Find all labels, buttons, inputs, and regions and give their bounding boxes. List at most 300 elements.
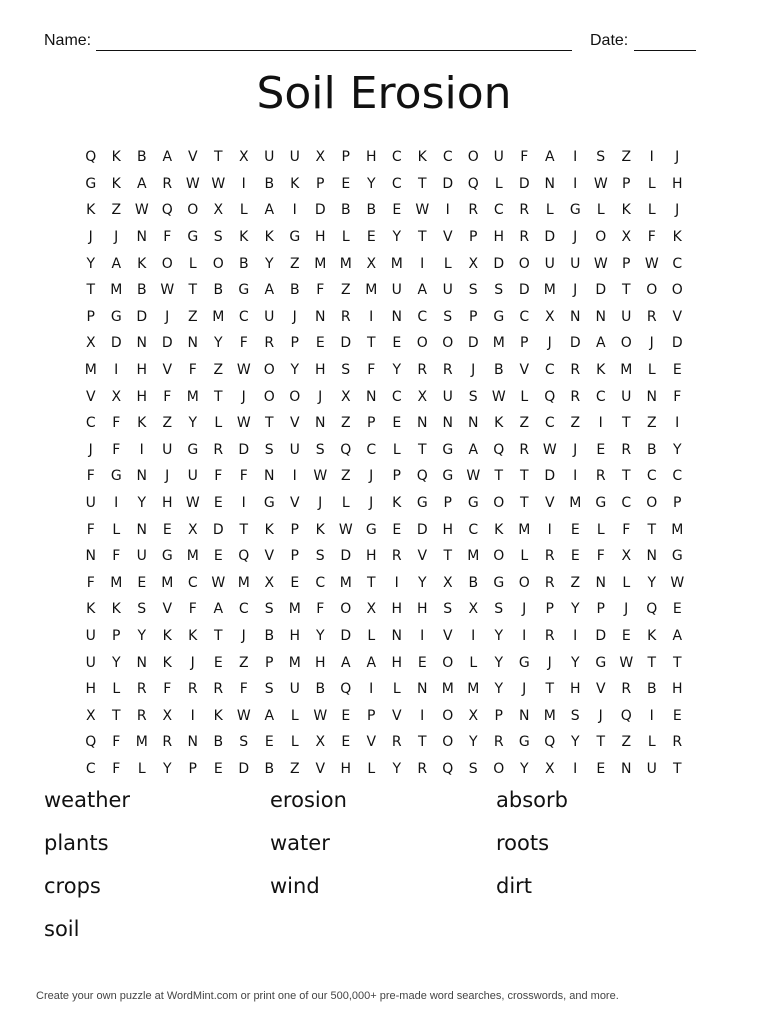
grid-cell: P [520, 335, 529, 352]
grid-cell: I [241, 495, 246, 512]
grid-cell: O [442, 707, 454, 724]
grid-cell: J [522, 681, 527, 698]
grid-cell: S [443, 601, 453, 618]
grid-cell: D [340, 548, 352, 565]
grid-cell: P [469, 308, 478, 325]
grid-cell: K [111, 149, 121, 166]
grid-cell: N [187, 734, 198, 751]
grid-cell: S [264, 681, 274, 698]
grid-cell: O [340, 601, 352, 618]
grid-cell: N [442, 415, 453, 432]
grid-cell: I [573, 468, 578, 485]
grid-row [78, 676, 690, 703]
grid-cell: S [264, 441, 274, 458]
grid-cell: U [85, 495, 96, 512]
grid-cell: I [292, 468, 297, 485]
grid-cell: G [671, 548, 683, 565]
grid-cell: M [620, 362, 633, 379]
grid-cell: J [624, 601, 629, 618]
grid-cell: I [241, 175, 246, 192]
grid-cell: F [520, 149, 529, 166]
grid-cell: C [468, 521, 479, 538]
grid-row [78, 250, 690, 277]
grid-cell: R [646, 308, 657, 325]
grid-cell: L [112, 521, 121, 538]
grid-cell: D [314, 202, 326, 219]
grid-cell: V [187, 149, 198, 166]
grid-cell: S [596, 149, 606, 166]
grid-cell: U [85, 627, 96, 644]
grid-cell: S [468, 282, 478, 299]
grid-cell: E [596, 441, 606, 458]
grid-cell: K [392, 495, 402, 512]
grid-cell: L [469, 654, 478, 671]
grid-cell: J [369, 495, 374, 512]
grid-cell: S [315, 441, 325, 458]
grid-cell: C [493, 202, 504, 219]
grid-cell: V [391, 707, 402, 724]
grid-cell: G [518, 654, 530, 671]
grid-cell: G [110, 468, 122, 485]
grid-cell: P [316, 175, 325, 192]
grid-cell: C [544, 415, 555, 432]
grid-cell: H [314, 229, 326, 246]
grid-cell: M [492, 335, 505, 352]
grid-cell: F [239, 335, 248, 352]
grid-cell: Y [86, 255, 96, 272]
grid-cell: J [88, 441, 93, 458]
grid-cell: L [596, 521, 605, 538]
grid-cell: N [136, 229, 147, 246]
grid-row [78, 596, 690, 623]
grid-cell: F [163, 681, 172, 698]
grid-cell: K [417, 149, 427, 166]
grid-cell: B [136, 149, 147, 166]
grid-cell: E [392, 521, 402, 538]
grid-row [78, 277, 690, 304]
grid-cell: P [86, 308, 95, 325]
grid-cell: J [675, 202, 680, 219]
grid-cell: F [163, 388, 172, 405]
grid-cell: G [518, 734, 530, 751]
grid-cell: Z [621, 149, 632, 166]
grid-cell: A [417, 282, 428, 299]
grid-row [78, 357, 690, 384]
grid-cell: E [392, 335, 402, 352]
grid-cell: R [417, 362, 428, 379]
grid-cell: Z [111, 202, 122, 219]
word-list-item: crops [44, 874, 101, 898]
grid-cell: P [188, 760, 197, 777]
grid-cell: W [185, 175, 200, 192]
grid-cell: T [494, 468, 504, 485]
grid-cell: C [519, 308, 530, 325]
grid-cell: P [290, 335, 299, 352]
grid-cell: K [86, 202, 96, 219]
grid-cell: F [596, 548, 605, 565]
grid-cell: T [188, 282, 198, 299]
grid-cell: B [136, 282, 147, 299]
grid-cell: F [214, 468, 223, 485]
grid-cell: U [264, 149, 275, 166]
grid-cell: I [114, 495, 119, 512]
grid-cell: X [315, 149, 326, 166]
grid-cell: Y [417, 574, 427, 591]
grid-cell: W [160, 282, 175, 299]
grid-row [78, 756, 690, 783]
grid-cell: I [573, 760, 578, 777]
grid-cell: O [646, 495, 658, 512]
grid-cell: B [340, 202, 351, 219]
grid-cell: F [673, 388, 682, 405]
grid-cell: H [136, 362, 148, 379]
grid-cell: M [518, 521, 531, 538]
grid-cell: N [136, 521, 147, 538]
grid-cell: O [289, 388, 301, 405]
grid-cell: S [494, 601, 504, 618]
grid-cell: H [85, 681, 97, 698]
grid-cell: L [494, 175, 503, 192]
grid-cell: C [672, 255, 683, 272]
grid-cell: I [675, 415, 680, 432]
grid-cell: A [213, 601, 224, 618]
grid-cell: T [417, 175, 427, 192]
grid-cell: N [85, 548, 96, 565]
grid-cell: U [442, 282, 453, 299]
grid-cell: O [467, 149, 479, 166]
grid-cell: I [649, 149, 654, 166]
grid-cell: N [595, 574, 606, 591]
grid-cell: E [672, 362, 682, 379]
grid-cell: Z [187, 308, 198, 325]
grid-cell: Z [238, 654, 249, 671]
grid-cell: U [621, 308, 632, 325]
grid-cell: G [161, 548, 173, 565]
grid-cell: B [289, 282, 300, 299]
grid-cell: N [621, 760, 632, 777]
grid-cell: H [391, 654, 403, 671]
grid-cell: Z [162, 415, 173, 432]
grid-cell: J [190, 654, 195, 671]
grid-cell: B [264, 175, 275, 192]
grid-cell: D [595, 627, 607, 644]
grid-cell: T [647, 521, 657, 538]
grid-cell: Y [570, 601, 580, 618]
grid-cell: R [519, 441, 530, 458]
grid-cell: Y [111, 654, 121, 671]
grid-cell: G [595, 495, 607, 512]
grid-cell: R [672, 734, 683, 751]
grid-cell: F [112, 734, 121, 751]
grid-cell: J [598, 707, 603, 724]
grid-cell: E [596, 760, 606, 777]
grid-cell: X [544, 308, 555, 325]
grid-cell: P [290, 548, 299, 565]
grid-cell: Y [366, 175, 376, 192]
grid-cell: Y [213, 335, 223, 352]
grid-cell: O [442, 654, 454, 671]
letter-grid [78, 144, 690, 782]
grid-cell: Y [494, 627, 504, 644]
grid-cell: L [112, 681, 121, 698]
grid-cell: L [647, 202, 656, 219]
grid-cell: Y [647, 574, 657, 591]
grid-cell: X [468, 601, 479, 618]
grid-cell: F [112, 548, 121, 565]
grid-cell: T [519, 468, 529, 485]
grid-cell: P [494, 707, 503, 724]
grid-cell: E [621, 627, 631, 644]
grid-cell: Q [620, 707, 632, 724]
grid-cell: I [573, 175, 578, 192]
grid-cell: X [111, 388, 122, 405]
footer-text: Create your own puzzle at WordMint.com or print one of our 500,000+ pre-made word searches, crosswords, and more. [36, 990, 619, 1002]
grid-cell: Z [340, 468, 351, 485]
grid-cell: D [569, 335, 581, 352]
grid-cell: L [137, 760, 146, 777]
grid-cell: X [264, 574, 275, 591]
grid-cell: M [314, 255, 327, 272]
grid-cell: P [341, 149, 350, 166]
grid-cell: W [313, 707, 328, 724]
grid-cell: Q [85, 734, 97, 751]
grid-cell: A [340, 654, 351, 671]
grid-cell: T [672, 760, 682, 777]
grid-cell: R [544, 548, 555, 565]
grid-cell: B [468, 574, 479, 591]
grid-cell: V [595, 681, 606, 698]
grid-cell: A [111, 255, 122, 272]
grid-cell: K [264, 229, 274, 246]
grid-cell: W [236, 707, 251, 724]
grid-cell: F [239, 468, 248, 485]
grid-cell: D [544, 468, 556, 485]
grid-cell: L [214, 415, 223, 432]
grid-cell: H [289, 627, 301, 644]
grid-cell: U [85, 654, 96, 671]
grid-cell: U [544, 255, 555, 272]
grid-cell: C [238, 601, 249, 618]
grid-cell: I [369, 308, 374, 325]
grid-cell: V [289, 415, 300, 432]
grid-cell: X [315, 734, 326, 751]
grid-cell: E [162, 521, 172, 538]
grid-cell: Y [570, 654, 580, 671]
grid-cell: I [114, 362, 119, 379]
grid-cell: P [112, 627, 121, 644]
grid-cell: N [468, 415, 479, 432]
grid-cell: M [339, 255, 352, 272]
grid-cell: D [595, 282, 607, 299]
grid-cell: D [518, 282, 530, 299]
grid-cell: D [442, 175, 454, 192]
grid-cell: M [288, 601, 301, 618]
word-list-item: water [270, 831, 330, 855]
grid-cell: S [468, 388, 478, 405]
grid-cell: X [213, 202, 224, 219]
grid-cell: Z [213, 362, 224, 379]
grid-cell: J [292, 308, 297, 325]
grid-cell: F [112, 415, 121, 432]
word-list-item: plants [44, 831, 109, 855]
grid-cell: N [366, 388, 377, 405]
grid-cell: X [85, 335, 96, 352]
grid-cell: T [621, 415, 631, 432]
grid-cell: V [162, 362, 173, 379]
grid-cell: E [264, 734, 274, 751]
grid-cell: T [111, 707, 121, 724]
grid-cell: K [596, 362, 606, 379]
grid-cell: R [570, 362, 581, 379]
grid-cell: D [136, 308, 148, 325]
grid-cell: X [621, 229, 632, 246]
grid-cell: L [290, 734, 299, 751]
grid-cell: R [213, 681, 224, 698]
grid-cell: L [239, 202, 248, 219]
grid-cell: Z [646, 415, 657, 432]
grid-cell: B [366, 202, 377, 219]
grid-cell: J [649, 335, 654, 352]
grid-cell: A [366, 654, 377, 671]
grid-cell: C [391, 388, 402, 405]
grid-cell: W [619, 654, 634, 671]
grid-cell: L [647, 362, 656, 379]
grid-cell: L [520, 388, 529, 405]
grid-cell: V [442, 229, 453, 246]
grid-cell: L [443, 255, 452, 272]
word-list-item: soil [44, 917, 80, 941]
date-label: Date: [590, 32, 629, 49]
grid-cell: T [264, 415, 274, 432]
grid-cell: T [443, 548, 453, 565]
grid-cell: H [671, 175, 683, 192]
grid-cell: M [543, 282, 556, 299]
grid-cell: Y [315, 627, 325, 644]
grid-cell: T [417, 229, 427, 246]
grid-cell: V [264, 548, 275, 565]
grid-cell: J [241, 388, 246, 405]
grid-cell: J [675, 149, 680, 166]
grid-cell: E [392, 415, 402, 432]
grid-cell: Y [392, 362, 402, 379]
grid-cell: I [547, 521, 552, 538]
grid-row [78, 702, 690, 729]
grid-cell: N [391, 308, 402, 325]
grid-cell: O [263, 362, 275, 379]
grid-cell: L [392, 441, 401, 458]
grid-cell: L [367, 760, 376, 777]
grid-row [78, 383, 690, 410]
grid-cell: X [162, 707, 173, 724]
grid-cell: A [264, 707, 275, 724]
grid-cell: R [417, 760, 428, 777]
grid-cell: H [391, 601, 403, 618]
grid-cell: K [672, 229, 682, 246]
word-list-item: dirt [496, 874, 533, 898]
grid-cell: F [188, 362, 197, 379]
grid-cell: P [367, 707, 376, 724]
word-list-item: roots [496, 831, 550, 855]
grid-cell: G [416, 495, 428, 512]
page-title: Soil Erosion [256, 68, 512, 119]
grid-cell: L [392, 681, 401, 698]
grid-cell: B [646, 681, 657, 698]
grid-cell: K [137, 415, 147, 432]
grid-cell: J [547, 654, 552, 671]
grid-cell: Y [162, 760, 172, 777]
grid-cell: U [289, 681, 300, 698]
grid-cell: S [341, 362, 351, 379]
grid-cell: J [573, 282, 578, 299]
grid-cell: W [593, 255, 608, 272]
grid-cell: I [471, 627, 476, 644]
grid-cell: F [316, 601, 325, 618]
grid-cell: M [237, 574, 250, 591]
grid-cell: M [671, 521, 684, 538]
grid-cell: I [445, 202, 450, 219]
grid-cell: N [417, 681, 428, 698]
grid-cell: J [522, 601, 527, 618]
grid-cell: T [621, 468, 631, 485]
grid-cell: Y [137, 627, 147, 644]
grid-cell: J [114, 229, 119, 246]
grid-cell: L [647, 175, 656, 192]
grid-cell: M [569, 495, 582, 512]
grid-cell: W [542, 441, 557, 458]
grid-cell: W [491, 388, 506, 405]
name-field[interactable] [96, 50, 572, 51]
grid-row [78, 649, 690, 676]
grid-cell: E [417, 654, 427, 671]
grid-cell: S [443, 308, 453, 325]
grid-cell: W [466, 468, 481, 485]
grid-cell: C [417, 308, 428, 325]
date-field[interactable] [634, 50, 696, 51]
grid-cell: Y [494, 654, 504, 671]
grid-cell: M [467, 681, 480, 698]
grid-cell: W [134, 202, 149, 219]
grid-cell: E [341, 175, 351, 192]
word-list-item: absorb [496, 788, 568, 812]
grid-cell: O [493, 548, 505, 565]
grid-cell: P [392, 468, 401, 485]
grid-cell: L [188, 255, 197, 272]
grid-cell: N [136, 654, 147, 671]
grid-cell: U [289, 441, 300, 458]
grid-cell: C [85, 415, 96, 432]
grid-cell: U [493, 149, 504, 166]
grid-cell: W [236, 362, 251, 379]
grid-cell: K [621, 202, 631, 219]
grid-cell: D [238, 760, 250, 777]
grid-cell: F [163, 229, 172, 246]
grid-cell: A [468, 441, 479, 458]
grid-cell: A [595, 335, 606, 352]
grid-cell: G [289, 229, 301, 246]
grid-cell: P [443, 495, 452, 512]
grid-cell: N [519, 707, 530, 724]
grid-cell: Q [161, 202, 173, 219]
grid-cell: Q [493, 441, 505, 458]
grid-cell: X [340, 388, 351, 405]
grid-cell: R [468, 202, 479, 219]
grid-cell: U [289, 149, 300, 166]
grid-cell: K [494, 521, 504, 538]
grid-cell: Q [646, 601, 658, 618]
grid-cell: Y [570, 734, 580, 751]
grid-cell: G [187, 229, 199, 246]
grid-row [78, 490, 690, 517]
